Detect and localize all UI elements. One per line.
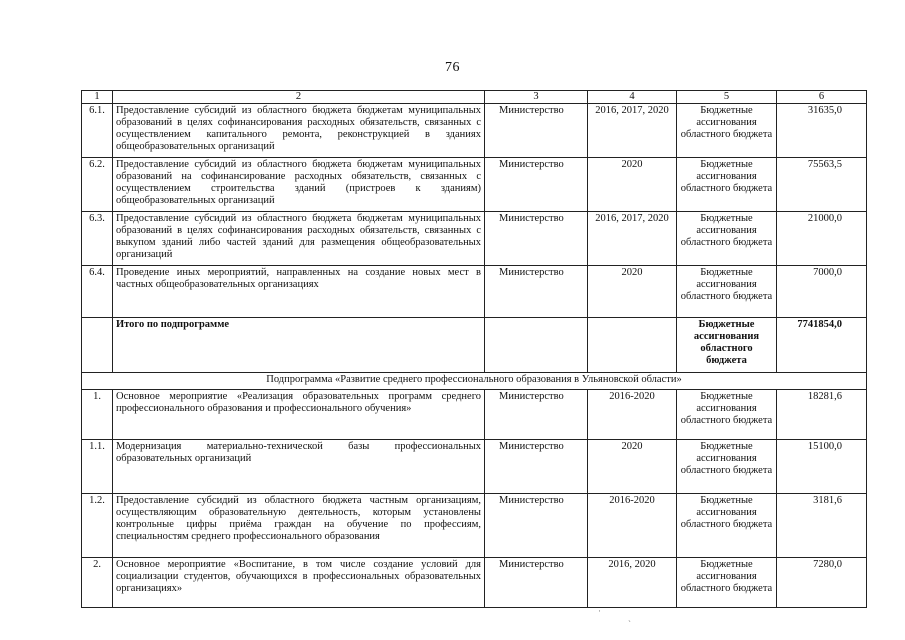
row-years: 2016, 2017, 2020 [588,104,677,158]
row-amount: 21000,0 [777,212,867,266]
table-row [82,266,867,318]
row-years: 2020 [588,440,677,494]
row-number: 6.4. [82,266,113,318]
row-years: 2016-2020 [588,390,677,440]
page-number: 76 [445,60,460,75]
table-row [82,440,867,494]
row-description: Предоставление субсидий из областного бюджета частным организациям, осуществляющим образовательную деятельность, которым установлены контрольные цифры приёма граждан на обучение по профессиям, специальностям среднего профессионального образования [113,494,485,558]
table-row [82,558,867,608]
row-funding-source: Бюджетные ассигнования областного бюджета [677,494,777,558]
table-row [82,390,867,440]
row-number: 6.2. [82,158,113,212]
row-amount: 75563,5 [777,158,867,212]
budget-table [81,90,867,608]
row-executor: Министерство [485,104,588,158]
row-funding-source: Бюджетные ассигнования областного бюджета [677,266,777,318]
row-number: 1.2. [82,494,113,558]
column-number: 3 [485,91,588,104]
subprogram-title-row [82,373,867,390]
row-number: 1. [82,390,113,440]
row-funding-source: Бюджетные ассигнования областного бюджета [677,440,777,494]
row-number: 1.1. [82,440,113,494]
row-executor: Министерство [485,440,588,494]
row-number: 6.1. [82,104,113,158]
empty-cell [485,318,588,373]
scan-speck: ˎ [628,612,631,622]
column-number: 5 [677,91,777,104]
row-executor: Министерство [485,390,588,440]
row-description: Проведение иных мероприятий, направленных на создание новых мест в частных общеобразовательных организациях [113,266,485,318]
column-number: 1 [82,91,113,104]
row-executor: Министерство [485,158,588,212]
row-number: 6.3. [82,212,113,266]
column-number: 6 [777,91,867,104]
row-amount: 7280,0 [777,558,867,608]
row-years: 2016, 2017, 2020 [588,212,677,266]
row-years: 2016-2020 [588,494,677,558]
row-number: 2. [82,558,113,608]
row-amount: 18281,6 [777,390,867,440]
row-funding-source: Бюджетные ассигнования областного бюджета [677,104,777,158]
total-label: Итого по подпрограмме [113,318,485,373]
column-number: 4 [588,91,677,104]
row-description: Предоставление субсидий из областного бюджета бюджетам муниципальных образований в целях софинансирования расходных обязательств, связанных с выкупом зданий либо частей зданий для размещения общеобразовательных организаций [113,212,485,266]
row-amount: 7000,0 [777,266,867,318]
row-funding-source: Бюджетные ассигнования областного бюджета [677,158,777,212]
empty-cell [588,318,677,373]
empty-cell [82,318,113,373]
table-row [82,104,867,158]
total-funding-source: Бюджетные ассигнования областного бюджета [677,318,777,373]
row-description: Предоставление субсидий из областного бюджета бюджетам муниципальных образований на софинансирование расходных обязательств, связанных с осуществлением строительства зданий (пристроев к зданиям) общеобразовательных организаций [113,158,485,212]
row-funding-source: Бюджетные ассигнования областного бюджета [677,390,777,440]
row-executor: Министерство [485,494,588,558]
scan-speck: · [598,606,601,616]
row-amount: 31635,0 [777,104,867,158]
row-executor: Министерство [485,266,588,318]
row-executor: Министерство [485,558,588,608]
row-years: 2020 [588,266,677,318]
row-executor: Министерство [485,212,588,266]
table-row [82,494,867,558]
row-description: Основное мероприятие «Реализация образовательных программ среднего профессионального образования и профессионального обучения» [113,390,485,440]
row-years: 2016, 2020 [588,558,677,608]
row-funding-source: Бюджетные ассигнования областного бюджета [677,212,777,266]
row-funding-source: Бюджетные ассигнования областного бюджета [677,558,777,608]
row-amount: 15100,0 [777,440,867,494]
row-description: Модернизация материально-технической базы профессиональных образовательных организаций [113,440,485,494]
row-description: Основное мероприятие «Воспитание, в том числе создание условий для социализации студентов, обучающихся в профессиональных образовательных организациях» [113,558,485,608]
row-amount: 3181,6 [777,494,867,558]
subprogram-title: Подпрограмма «Развитие среднего профессионального образования в Ульяновской области» [82,373,867,390]
row-description: Предоставление субсидий из областного бюджета бюджетам муниципальных образований в целях софинансирования расходных обязательств, связанных с осуществлением капитального ремонта, реконструкцией в зданиях общеобразовательных организаций [113,104,485,158]
table-row [82,212,867,266]
column-number-header-row [82,91,867,104]
subprogram-total-row [82,318,867,373]
row-years: 2020 [588,158,677,212]
table-row [82,158,867,212]
column-number: 2 [113,91,485,104]
total-amount: 7741854,0 [777,318,867,373]
